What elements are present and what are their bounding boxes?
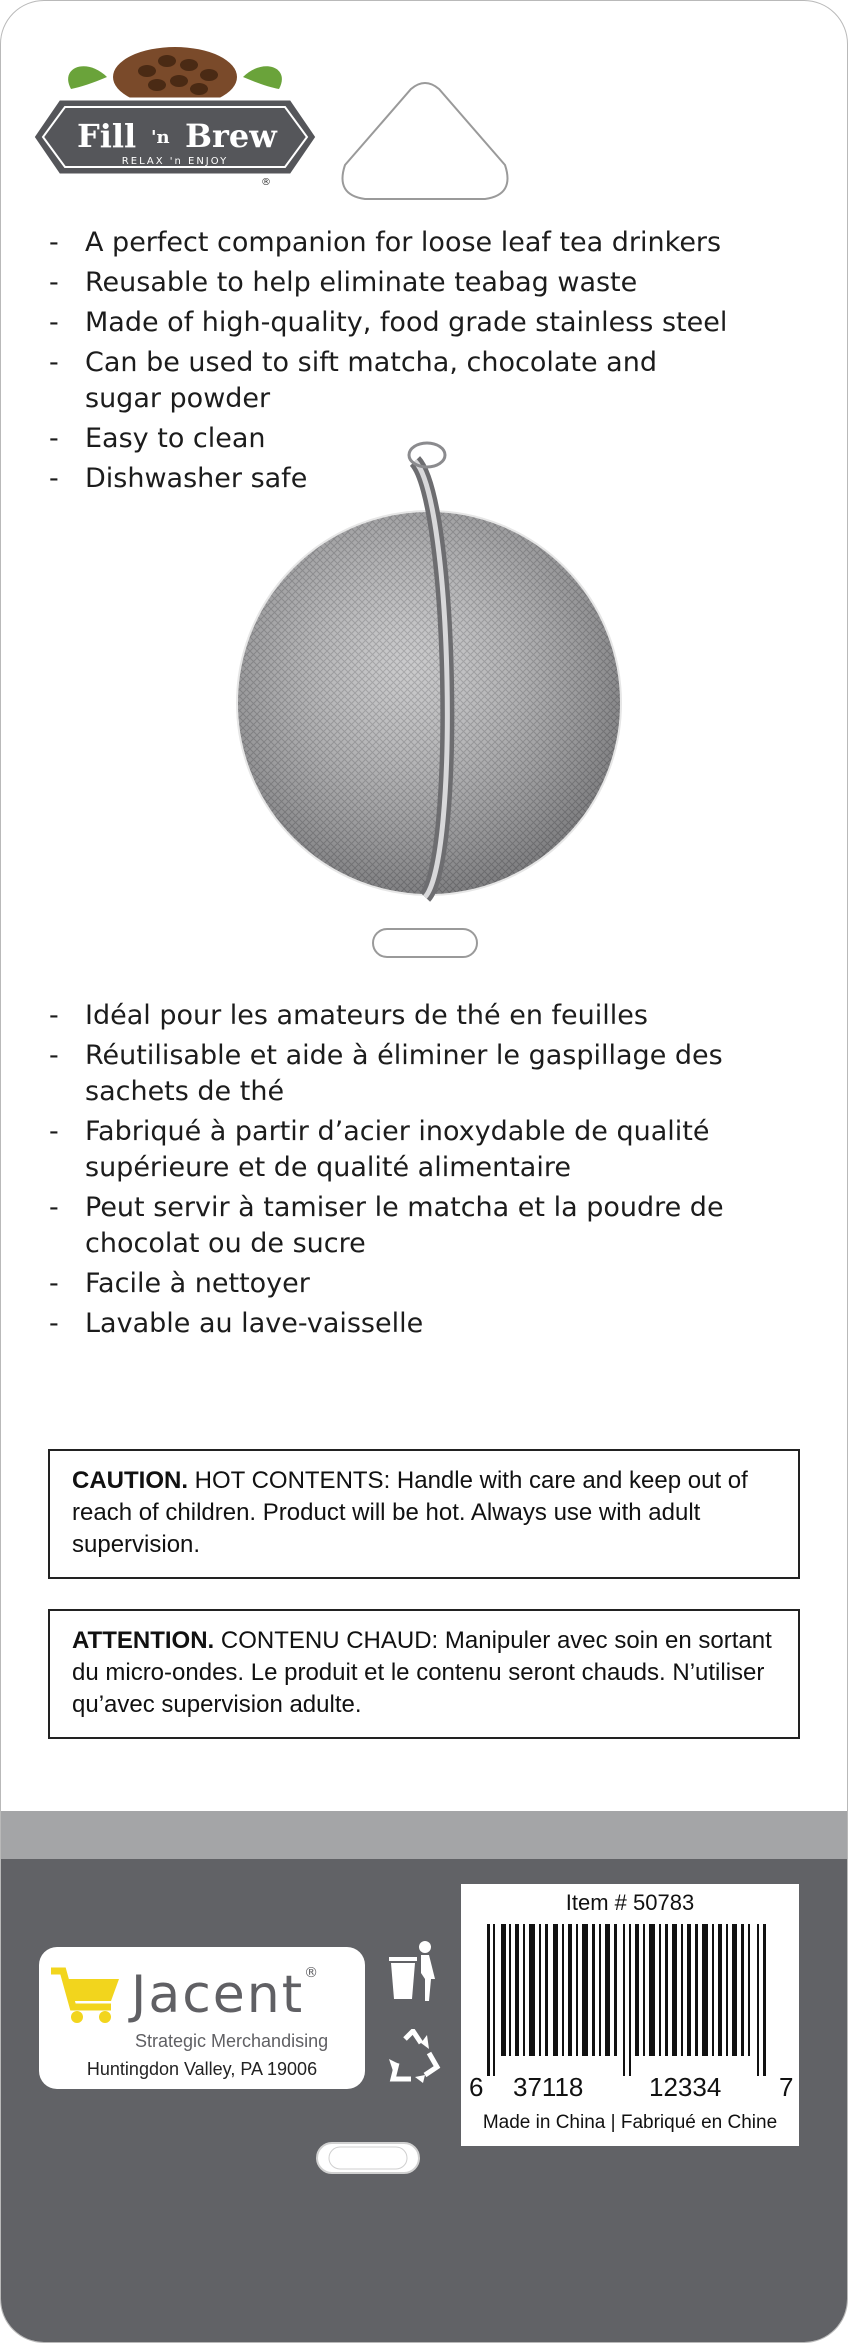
distributor-registered: ® xyxy=(304,1965,321,1981)
bottom-slot-cutout xyxy=(315,2141,421,2175)
barcode-digit-check: 7 xyxy=(779,2072,794,2102)
barcode-digit-left: 37118 xyxy=(513,2072,584,2102)
item-number: Item # 50783 xyxy=(565,1890,695,1915)
caution-heading: CAUTION. xyxy=(72,1467,188,1494)
distributor-name-text: Jacent xyxy=(131,1965,305,2025)
brand-registered: ® xyxy=(261,177,271,187)
brand-name-right: Brew xyxy=(185,117,277,155)
distributor-address: Huntingdon Valley, PA 19006 xyxy=(86,2059,318,2079)
trash-bin-icon xyxy=(385,1939,437,2005)
shopping-cart-icon xyxy=(49,1963,125,2025)
list-item: - Made of high-quality, food grade stainless steel xyxy=(49,305,769,341)
list-item: - Easy to clean xyxy=(49,421,769,457)
list-item: - Dishwasher safe xyxy=(49,461,769,497)
attention-text: CONTENU CHAUD: Manipuler avec soin en sortant du micro-ondes. Le produit et le contenu seront chauds. N’utiliser qu’avec supervision adulte. xyxy=(72,1627,772,1718)
barcode-digit-right: 12334 xyxy=(649,2072,722,2102)
feature-list-french xyxy=(49,998,819,1346)
list-item: - A perfect companion for loose leaf tea drinkers xyxy=(49,225,769,261)
brand-name-mid: 'n xyxy=(151,127,170,148)
slot-cutout xyxy=(371,927,479,959)
list-item: - Facile à nettoyer xyxy=(49,1266,819,1302)
recycle-icon xyxy=(385,2029,441,2085)
list-item: - Lavable au lave-vaisselle xyxy=(49,1306,819,1342)
fill-n-brew-logo xyxy=(29,37,321,187)
list-item: - Réutilisable et aide à éliminer le gaspillage des sachets de thé xyxy=(49,1038,819,1110)
tea-infuser-ball-image xyxy=(229,441,631,911)
caution-box-english xyxy=(48,1449,800,1579)
barcode-digit-prefix: 6 xyxy=(469,2072,484,2102)
brand-name-left: Fill xyxy=(77,117,137,155)
list-item: - Reusable to help eliminate teabag waste xyxy=(49,265,769,301)
list-item: - Peut servir à tamiser le matcha et la poudre de chocolat ou de sucre xyxy=(49,1190,745,1262)
list-item: - Can be used to sift matcha, chocolate and sugar powder xyxy=(49,345,705,417)
distributor-box xyxy=(39,1947,365,2089)
list-item: - Idéal pour les amateurs de thé en feuilles xyxy=(49,998,819,1034)
barcode-label xyxy=(461,1884,799,2146)
brand-tagline: RELAX 'n ENJOY xyxy=(121,156,229,167)
barcode-icon xyxy=(479,1924,779,2076)
list-item: - Fabriqué à partir d’acier inoxydable de qualité supérieure et de qualité alimentaire xyxy=(49,1114,765,1186)
grey-band xyxy=(1,1811,848,1859)
hang-hole-cutout xyxy=(335,77,515,205)
country-of-origin: Made in China | Fabriqué en Chine xyxy=(482,2112,778,2133)
caution-box-french xyxy=(48,1609,800,1739)
caution-text: HOT CONTENTS: Handle with care and keep out of reach of children. Product will be hot. Always use with adult supervision. xyxy=(72,1467,748,1558)
attention-heading: ATTENTION. xyxy=(72,1627,215,1654)
barcode-digits xyxy=(469,2072,799,2102)
distributor-name xyxy=(131,1965,320,2025)
distributor-subtitle: Strategic Merchandising xyxy=(135,2031,329,2051)
